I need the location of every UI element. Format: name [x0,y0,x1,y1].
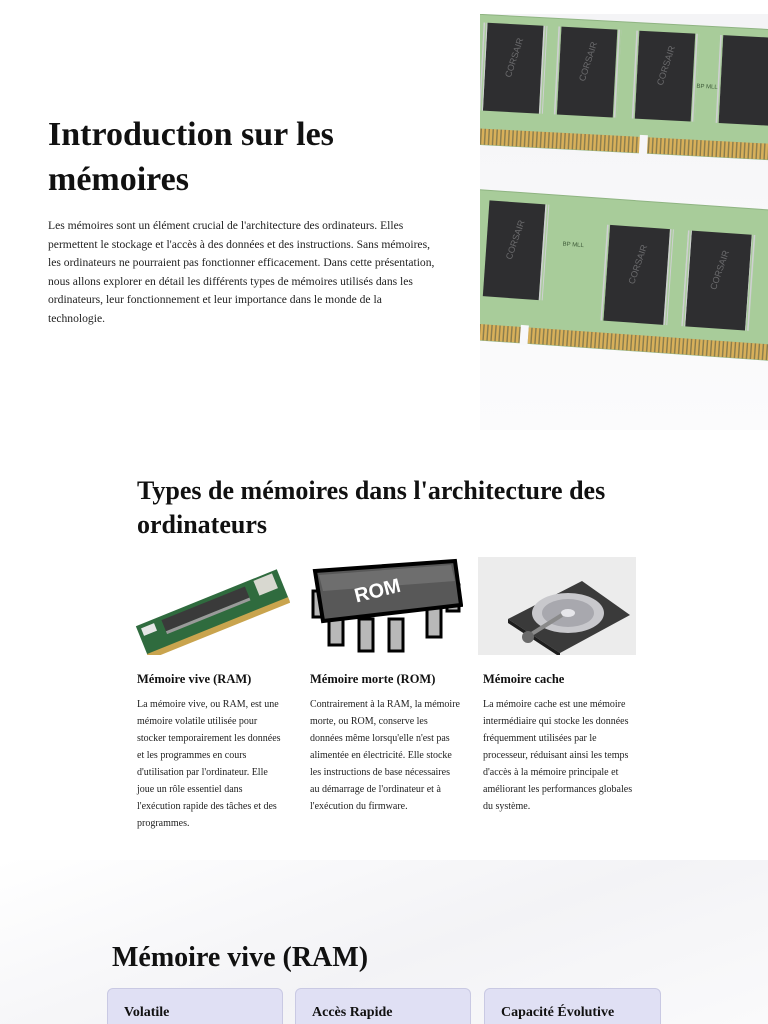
ram-section-title: Mémoire vive (RAM) [112,942,369,973]
type-card-title: Mémoire morte (ROM) [310,672,436,686]
type-card-description: La mémoire vive, ou RAM, est une mémoire volatile utilisée pour stocker temporairement les données et les programmes en cours d'utilisation par l'ordinateur. Elle joue un rôle essentiel dans l'exécution rapide des tâches et des programmes. [137,699,281,829]
pcb-marking: BP MLL [562,241,584,250]
chip-brand-label: CORSAIR [654,44,678,87]
intro-body: Les mémoires sont un élément crucial de l'architecture des ordinateurs. Elles permettent le stockage et l'accès à des données et des instructions. Sans mémoires, les ordinateurs ne pourraient pas fonctionner efficacement. Dans cette présentation, nous allons explorer en détail les différents types de mémoires utilisés dans les ordinateurs, leur fonctionnement et leur importance dans le monde de la technologie. [48,219,435,325]
type-card-title: Mémoire vive (RAM) [137,672,252,686]
rom-chip-label: ROM [352,574,403,608]
chip-brand-label: CORSAIR [503,218,527,261]
chip-brand-label: CORSAIR [708,249,732,292]
intro-title: Introduction sur les mémoires [48,116,334,198]
type-card-cache [478,557,636,815]
hard-drive-image [478,557,636,655]
ram-feature-title: Volatile [124,1005,170,1020]
type-card-title: Mémoire cache [483,672,565,686]
chip-brand-label: CORSAIR [503,36,526,79]
rom-chip-image [305,557,463,655]
types-section-title: Types de mémoires dans l'architecture des ordinateurs [137,476,606,539]
ram-feature-title: Accès Rapide [312,1005,393,1020]
type-card-ram [132,557,290,832]
ram-feature-title: Capacité Évolutive [501,1005,615,1020]
type-card-description: Contrairement à la RAM, la mémoire morte, ou ROM, conserve les données même lorsqu'elle n'est pas alimentée en électricité. Elle stocke les instructions de base nécessaires au démarrage de l'ordinateur et à l'exécution du firmware. [310,699,460,812]
intro-section [0,0,768,430]
ram-modules-illustration [480,14,768,430]
ram-feature-card [295,988,471,1024]
ram-section [0,860,768,1024]
ram-feature-card [484,988,661,1024]
chip-brand-label: CORSAIR [626,243,650,286]
type-card-rom [305,557,463,815]
type-card-description: La mémoire cache est une mémoire intermédiaire qui stocke les données fréquemment utilisées par le processeur, réduisant ainsi les temps d'accès à la mémoire principale et améliorant les performances globales du système. [483,699,633,812]
ram-feature-card [107,988,283,1024]
pcb-marking: BP MLL [696,83,718,91]
ram-slot-image [132,557,290,655]
chip-brand-label: CORSAIR [576,40,600,83]
ram-modules-photo [480,14,768,430]
